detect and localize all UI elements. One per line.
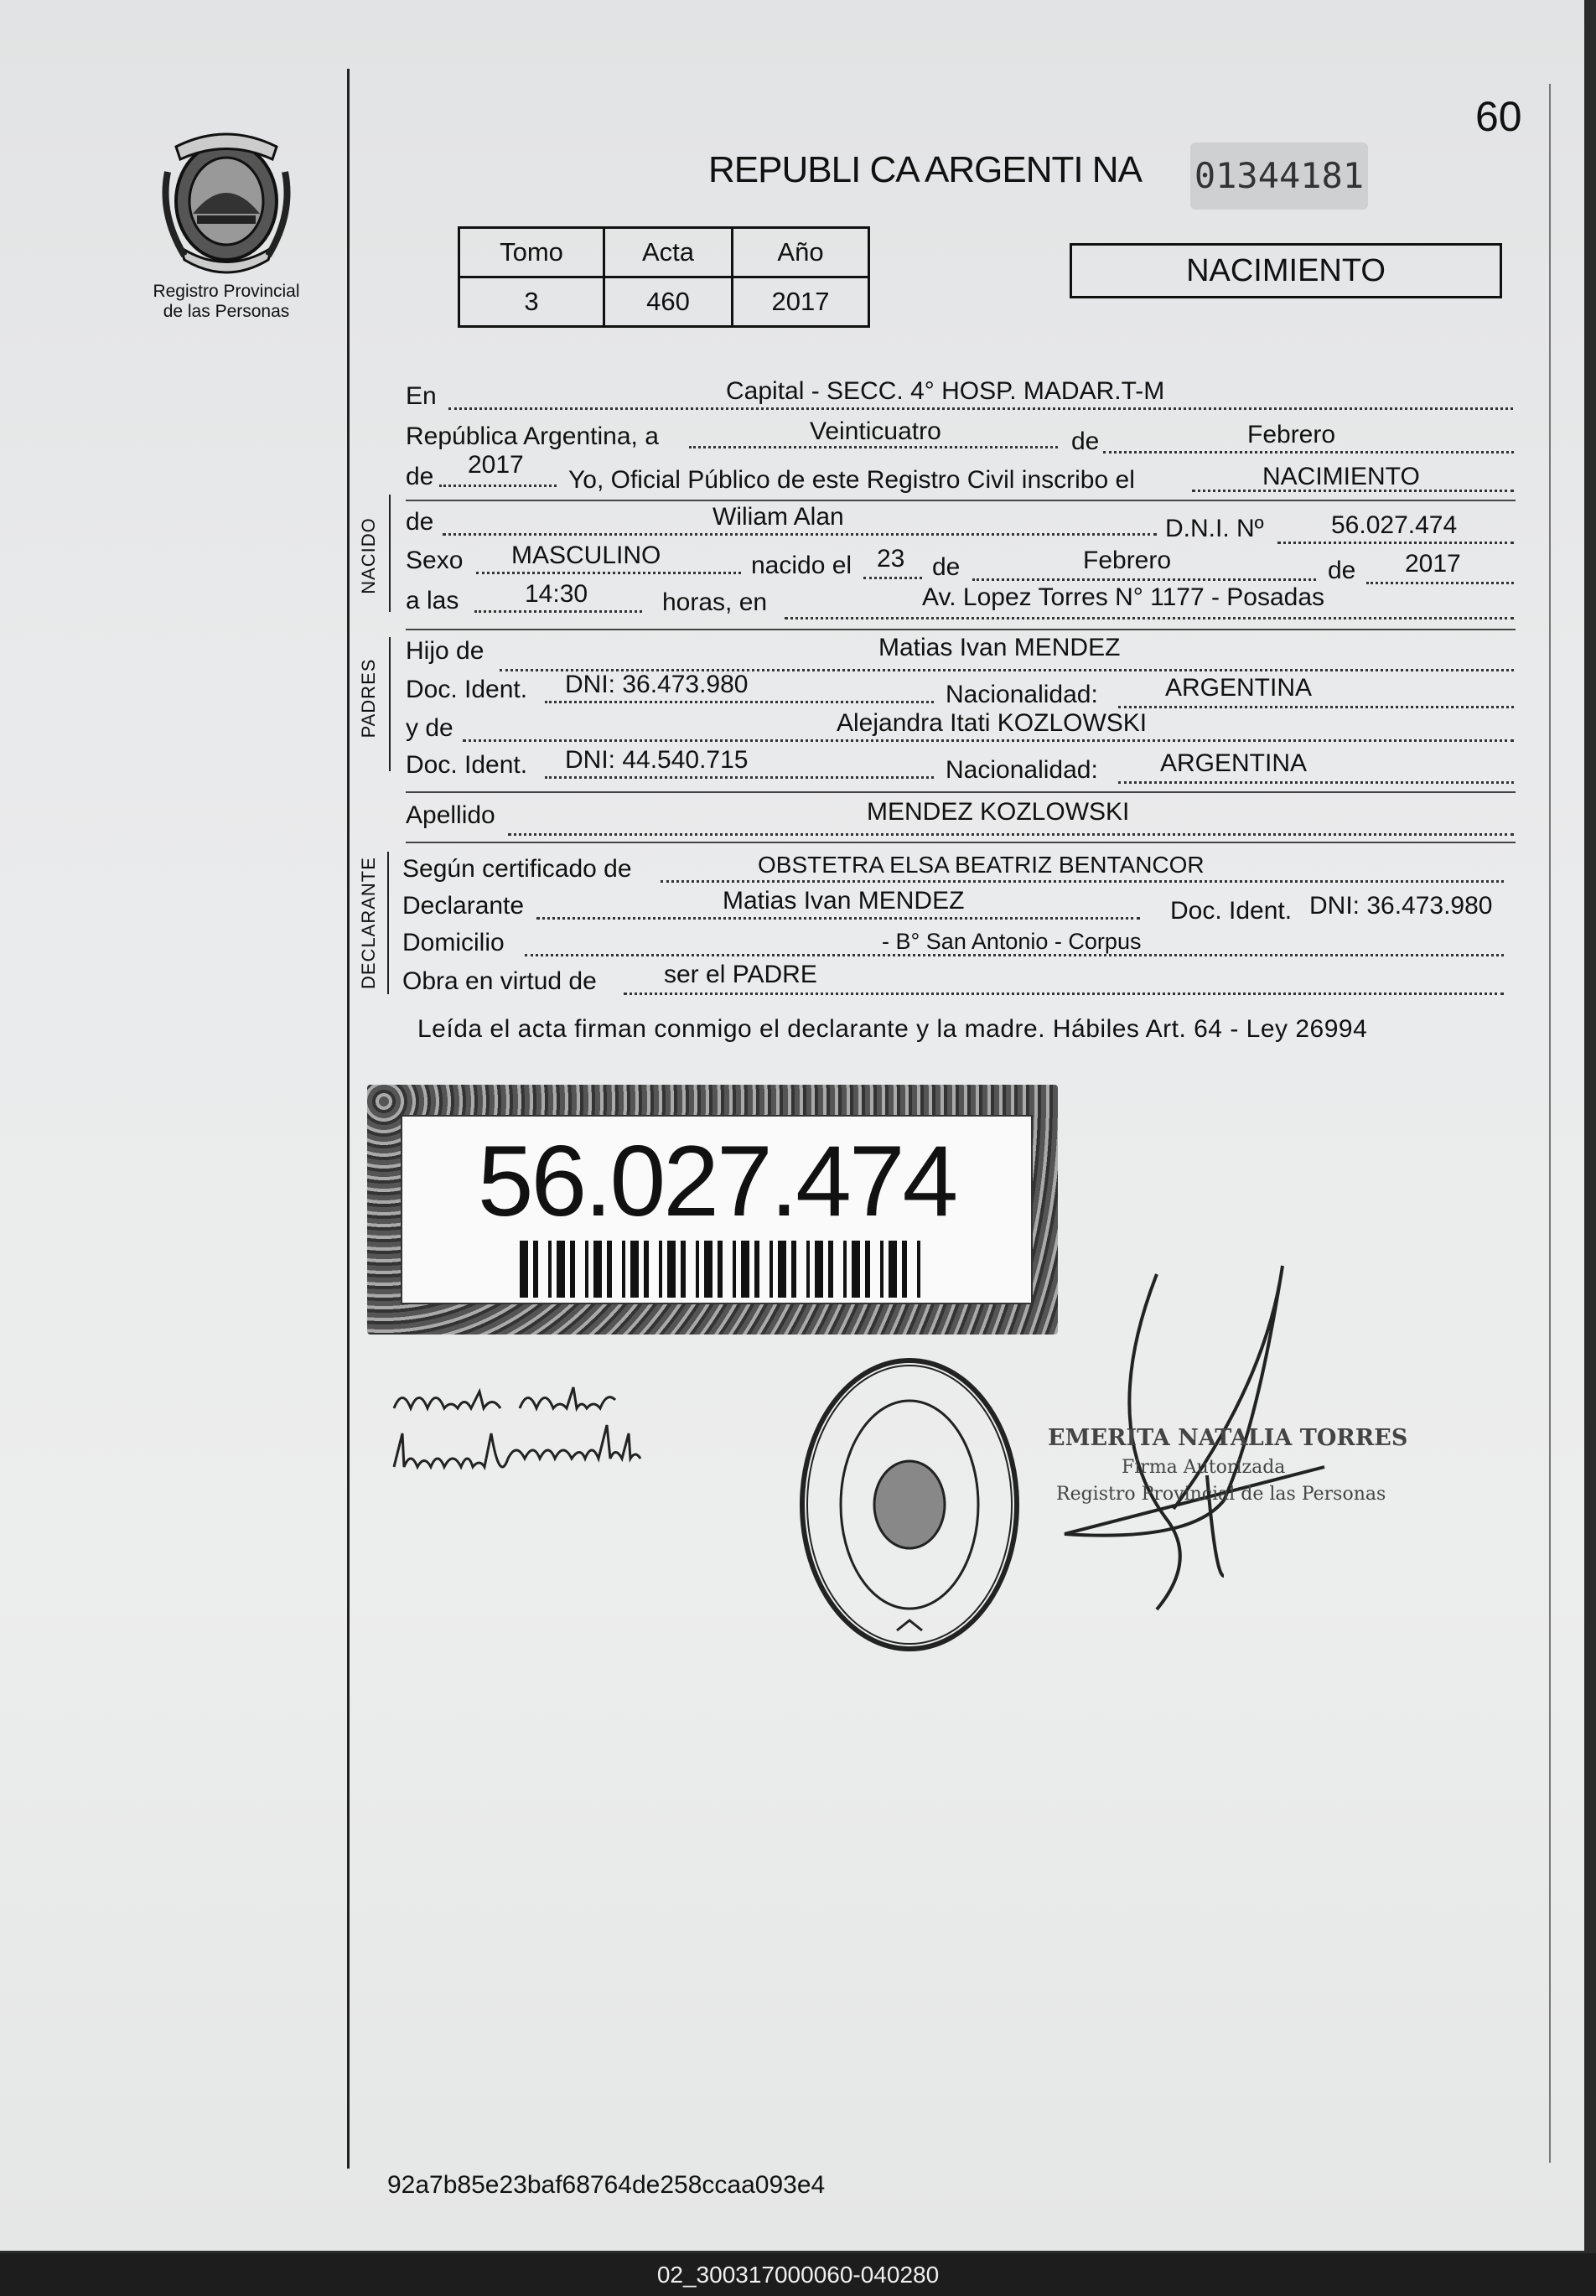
mother-dots bbox=[463, 739, 1514, 742]
tomo-header: Tomo bbox=[459, 228, 604, 277]
place-value: Capital - SECC. 4° HOSP. MADAR.T-M bbox=[726, 377, 1165, 405]
declarante-dots bbox=[536, 917, 1140, 920]
birth-year-value: 2017 bbox=[1405, 550, 1461, 578]
dni-number-label bbox=[367, 1085, 1058, 1335]
acta-header: Acta bbox=[604, 228, 733, 277]
father-doc-value: DNI: 36.473.980 bbox=[565, 671, 749, 698]
certificado-label: Según certificado de bbox=[402, 855, 632, 883]
nacido-el-label: nacido el bbox=[751, 552, 852, 579]
left-margin-line bbox=[347, 69, 350, 2169]
child-dni-value: 56.027.474 bbox=[1331, 511, 1458, 539]
record-type-box: NACIMIENTO bbox=[1070, 243, 1502, 298]
domicilio-label: Domicilio bbox=[402, 929, 505, 956]
father-nat-dots bbox=[1118, 706, 1514, 708]
birth-day-value: 23 bbox=[877, 545, 905, 573]
birth-month-dots bbox=[972, 578, 1316, 581]
nacido-rule bbox=[406, 629, 1516, 630]
birth-place-dots bbox=[785, 617, 1514, 619]
apellido-label: Apellido bbox=[406, 801, 495, 829]
month-dots bbox=[1103, 451, 1514, 453]
declarante-doc-value: DNI: 36.473.980 bbox=[1309, 892, 1493, 920]
en-dots bbox=[448, 407, 1513, 410]
ano-value: 2017 bbox=[733, 277, 869, 327]
declarante-doc-label: Doc. Ident. bbox=[1170, 897, 1293, 925]
registry-label-line1: Registro Provincial bbox=[153, 282, 300, 301]
a-las-label: a las bbox=[406, 587, 459, 614]
sexo-dots bbox=[476, 572, 741, 574]
year-label: de bbox=[406, 463, 434, 490]
signer-name: EMERITA NATALIA TORRES bbox=[1048, 1425, 1408, 1451]
year-dots bbox=[439, 485, 557, 487]
country-title: REPUBLI CA ARGENTI NA bbox=[708, 149, 1142, 190]
day-words-value: Veinticuatro bbox=[810, 417, 941, 445]
apellido-rule bbox=[406, 842, 1516, 843]
acta-value: 460 bbox=[604, 277, 733, 327]
month-value: Febrero bbox=[1247, 421, 1336, 448]
obra-label: Obra en virtud de bbox=[402, 967, 597, 995]
horas-label: horas, en bbox=[662, 588, 768, 616]
nacido-bracket bbox=[389, 495, 391, 612]
mother-nacionalidad-label: Nacionalidad: bbox=[946, 756, 1098, 784]
padres-rule bbox=[406, 791, 1516, 793]
mother-name-value: Alejandra Itati KOZLOWSKI bbox=[837, 709, 1148, 737]
domicilio-value: - B° San Antonio - Corpus bbox=[882, 929, 1142, 954]
apellido-value: MENDEZ KOZLOWSKI bbox=[867, 798, 1130, 826]
padres-bracket bbox=[389, 637, 391, 771]
obra-value: ser el PADRE bbox=[664, 961, 817, 988]
apellido-dots bbox=[508, 833, 1514, 836]
page-number: 60 bbox=[1475, 93, 1522, 140]
mother-doc-label: Doc. Ident. bbox=[406, 751, 528, 779]
record-header-rule bbox=[406, 500, 1516, 501]
father-nationality-value: ARGENTINA bbox=[1165, 674, 1313, 702]
barcode-icon bbox=[520, 1241, 922, 1298]
handwritten-signatures-image bbox=[386, 1366, 738, 1484]
mother-nationality-value: ARGENTINA bbox=[1160, 749, 1308, 777]
father-doc-label: Doc. Ident. bbox=[406, 676, 528, 703]
registry-label-line2: de las Personas bbox=[163, 302, 290, 321]
document-hash: 92a7b85e23baf68764de258ccaa093e4 bbox=[387, 2171, 826, 2199]
provincia-misiones-crest-logo bbox=[159, 122, 293, 277]
birth-time-value: 14:30 bbox=[525, 580, 588, 608]
birth-place-value: Av. Lopez Torres N° 1177 - Posadas bbox=[922, 583, 1325, 611]
en-label: En bbox=[406, 382, 437, 410]
father-nacionalidad-label: Nacionalidad: bbox=[946, 681, 1098, 708]
registry-seal-stamp bbox=[796, 1354, 1023, 1656]
dni-label: D.N.I. Nº bbox=[1165, 515, 1264, 542]
mother-doc-value: DNI: 44.540.715 bbox=[565, 746, 749, 774]
closing-note: Leída el acta firman conmigo el declarante y la madre. Hábiles Art. 64 - Ley 26994 bbox=[417, 1015, 1368, 1043]
birth-year-dots bbox=[1366, 582, 1514, 584]
father-doc-dots bbox=[545, 701, 934, 703]
declarante-bracket bbox=[387, 852, 389, 994]
sexo-label: Sexo bbox=[406, 547, 464, 574]
nacido-section-label: NACIDO bbox=[358, 517, 379, 594]
file-id-footer: 02_300317000060-040280 bbox=[0, 2253, 1596, 2296]
republica-label: República Argentina, a bbox=[406, 422, 659, 450]
birth-day-dots bbox=[863, 577, 922, 579]
day-dots bbox=[689, 446, 1058, 448]
name-dots bbox=[443, 533, 1157, 536]
birth-month-value: Febrero bbox=[1083, 547, 1172, 574]
signer-registry: Registro Provincial de las Personas bbox=[1056, 1484, 1386, 1505]
year-value: 2017 bbox=[468, 451, 524, 479]
child-name-value: Wiliam Alan bbox=[712, 503, 844, 531]
certificado-value: OBSTETRA ELSA BEATRIZ BENTANCOR bbox=[758, 852, 1205, 878]
ano-header: Año bbox=[733, 228, 869, 277]
act-type-value: NACIMIENTO bbox=[1262, 463, 1420, 490]
obra-dots bbox=[624, 993, 1504, 995]
time-dots bbox=[474, 610, 642, 613]
record-index-table bbox=[458, 226, 870, 328]
mother-nat-dots bbox=[1118, 781, 1514, 784]
declarante-section-label: DECLARANTE bbox=[358, 857, 379, 989]
birth-de-label: de bbox=[932, 553, 961, 581]
y-de-label: y de bbox=[406, 714, 453, 742]
tomo-value: 3 bbox=[459, 277, 604, 327]
de-label: de bbox=[1071, 428, 1100, 455]
dni-label-inner bbox=[401, 1115, 1033, 1304]
birth-de-label2: de bbox=[1328, 557, 1356, 584]
dni-dots bbox=[1277, 542, 1514, 544]
serial-number: 01344181 bbox=[1190, 143, 1368, 210]
padres-section-label: PADRES bbox=[358, 658, 379, 739]
signer-role: Firma Autorizada bbox=[1122, 1457, 1286, 1478]
registry-label bbox=[126, 282, 327, 322]
hijo-de-label: Hijo de bbox=[406, 637, 484, 665]
sexo-value: MASCULINO bbox=[511, 542, 661, 569]
oficial-text: Yo, Oficial Público de este Registro Civil inscribo el bbox=[568, 466, 1135, 494]
father-name-value: Matias Ivan MENDEZ bbox=[878, 634, 1121, 661]
mother-doc-dots bbox=[545, 776, 934, 779]
right-margin-line bbox=[1549, 84, 1551, 2163]
declarante-name-value: Matias Ivan MENDEZ bbox=[723, 887, 965, 915]
declarante-label: Declarante bbox=[402, 892, 525, 920]
nacido-de-label: de bbox=[406, 508, 434, 536]
certificado-dots bbox=[661, 880, 1504, 883]
dni-label-number: 56.027.474 bbox=[477, 1125, 956, 1237]
